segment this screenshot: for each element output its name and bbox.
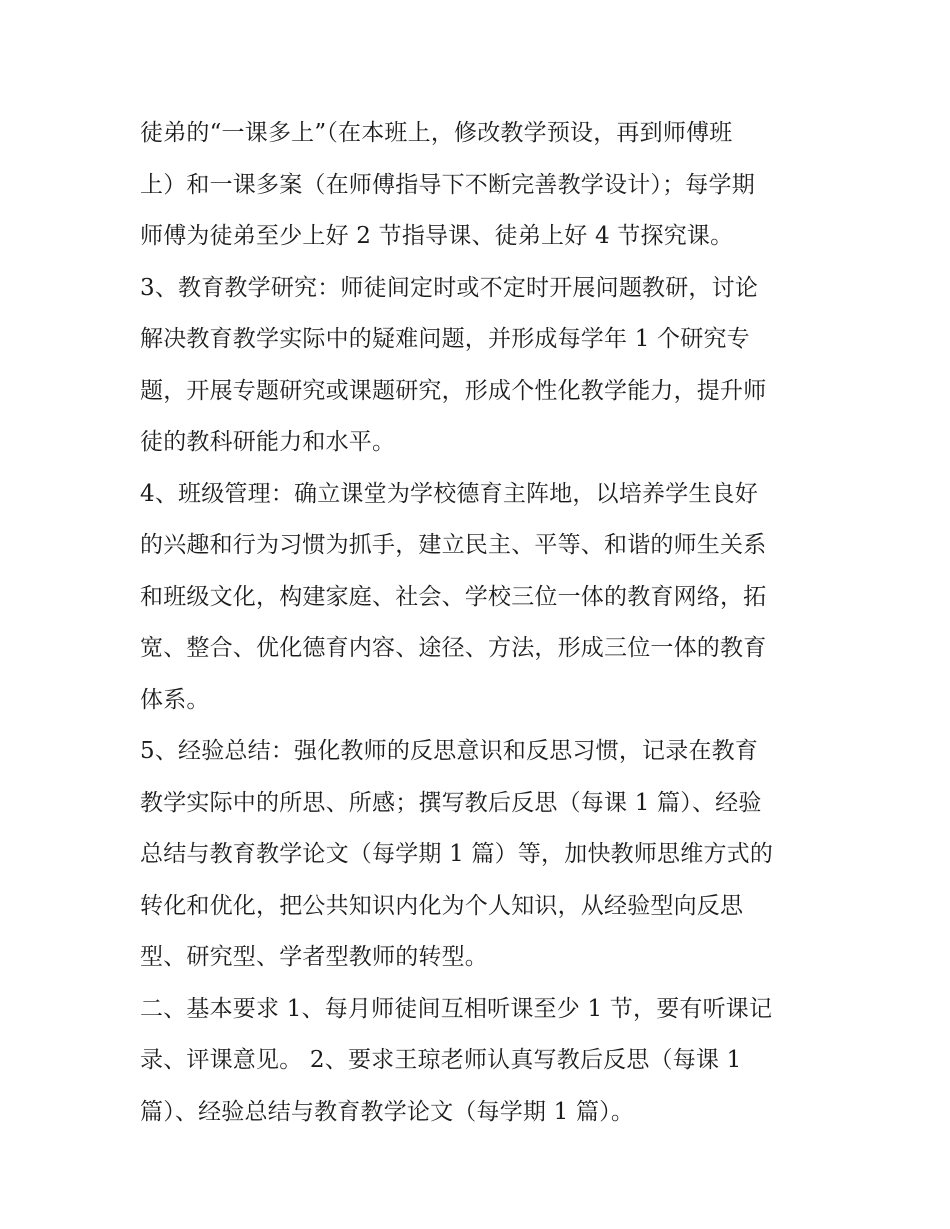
text-line: 的兴趣和行为习惯为抓手，建立民主、平等、和谐的师生关系 [140,532,767,558]
text-line: 教学实际中的所思、所感；撰写教后反思（每课 1 篇）、经验 [140,789,762,816]
text-line: 录、评课意见。 2、要求王琼老师认真写教后反思（每课 1 [140,1047,742,1073]
text-line: 5、经验总结：强化教师的反思意识和反思习惯，记录在教育 [140,738,759,764]
text-line: 解决教育教学实际中的疑难问题，并形成每学年 1 个研究专 [140,326,750,352]
text-line: 徒弟的“一课多上”（在本班上，修改教学预设，再到师傅班 [140,120,733,146]
text-line: 篇）、经验总结与教育教学论文（每学期 1 篇）。 [140,1098,635,1125]
text-line: 型、研究型、学者型教师的转型。 [140,944,488,970]
text-line: 师傅为徒弟至少上好 2 节指导课、徒弟上好 4 节探究课。 [140,223,734,249]
text-line: 3、教育教学研究：师徒间定时或不定时开展问题教研，讨论 [140,274,759,301]
text-line: 体系。 [140,686,210,713]
text-line: 二、基本要求 1、每月师徒间互相听课至少 1 节，要有听课记 [140,995,773,1022]
text-line: 题，开展专题研究或课题研究，形成个性化教学能力，提升师 [140,377,767,404]
text-line: 和班级文化，构建家庭、社会、学校三位一体的教育网络，拓 [140,583,767,610]
text-line: 4、班级管理：确立课堂为学校德育主阵地，以培养学生良好 [140,480,759,507]
text-line: 总结与教育教学论文（每学期 1 篇）等，加快教师思维方式的 [140,841,774,867]
body-text [140,108,812,1138]
text-line: 转化和优化，把公共知识内化为个人知识，从经验型向反思 [140,892,744,919]
text-line: 宽、整合、优化德育内容、途径、方法，形成三位一体的教育 [140,635,767,661]
text-line: 徒的教科研能力和水平。 [140,429,396,455]
text-line: 上）和一课多案（在师傅指导下不断完善教学设计）；每学期 [140,171,755,198]
